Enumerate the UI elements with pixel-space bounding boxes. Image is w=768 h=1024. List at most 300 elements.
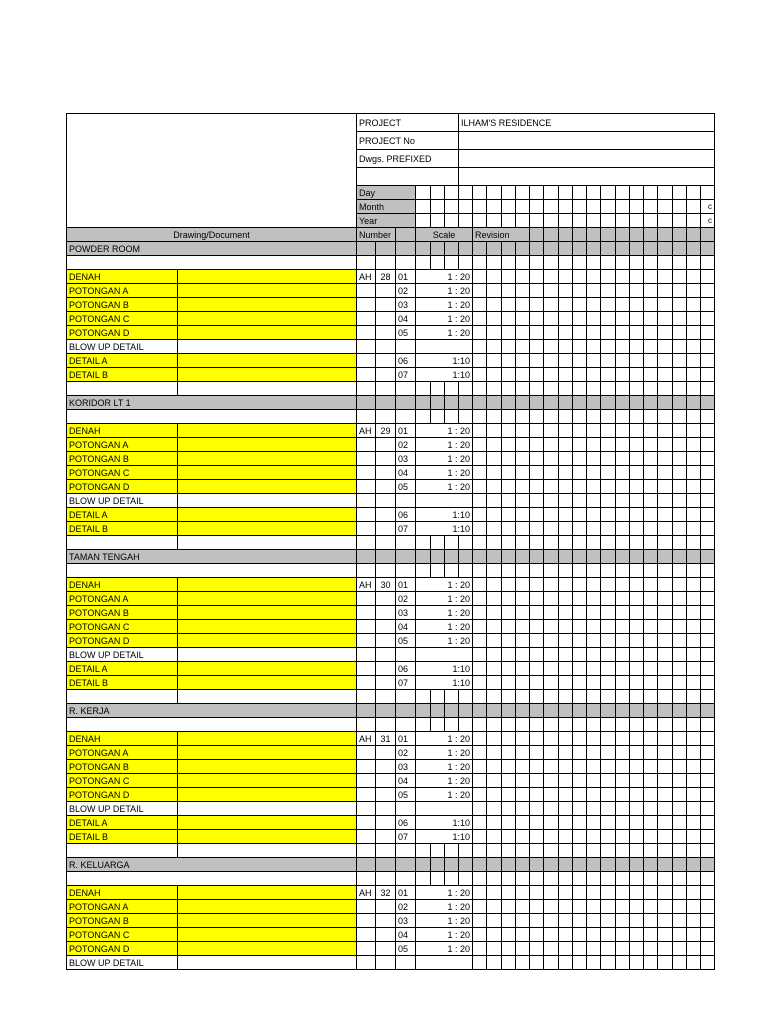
revision-cell (516, 634, 530, 648)
revision-cell (673, 480, 687, 494)
month-cell (616, 200, 630, 214)
revision-cell (530, 578, 544, 592)
revision-cell (516, 942, 530, 956)
revision-cell (544, 942, 559, 956)
section-header-cell (416, 242, 431, 256)
spacer-grid-cell (516, 564, 530, 578)
day-cell (445, 186, 459, 200)
revision-cell (616, 340, 630, 354)
revision-header-cell (530, 228, 544, 242)
end-grid-cell (601, 690, 616, 704)
revision-cell (687, 326, 701, 340)
spacer-cell (67, 718, 357, 732)
section-title: TAMAN TENGAH (67, 550, 357, 564)
revision-cell (658, 452, 673, 466)
end-grid-cell (530, 536, 544, 550)
revision-cell (559, 522, 573, 536)
end-grid-cell (416, 690, 431, 704)
revision-cell (616, 298, 630, 312)
revision-cell (573, 592, 587, 606)
revision-cell (616, 522, 630, 536)
section-header-cell (601, 550, 616, 564)
day-cell (687, 186, 701, 200)
spacer-grid-cell (376, 872, 396, 886)
col-number-spacer (396, 228, 416, 242)
end-grid-cell (516, 536, 530, 550)
revision-cell (644, 466, 658, 480)
revision-cell (587, 788, 601, 802)
revision-cell (601, 928, 616, 942)
year-cell (487, 214, 502, 228)
drawing-number (376, 676, 396, 690)
revision-cell (544, 620, 559, 634)
drawing-scale (416, 956, 473, 970)
drawing-number (376, 788, 396, 802)
revision-header-cell (559, 228, 573, 242)
revision-cell (573, 760, 587, 774)
revision-cell (630, 956, 644, 970)
section-header-cell (516, 858, 530, 872)
spacer-grid-cell (530, 872, 544, 886)
drawing-number (376, 900, 396, 914)
drawing-name-ext (178, 508, 357, 522)
revision-cell (616, 452, 630, 466)
drawing-scale (416, 648, 473, 662)
drawing-scale: 1 : 20 (416, 774, 473, 788)
section-header-cell (459, 242, 473, 256)
revision-cell (587, 942, 601, 956)
project-no-label: PROJECT No (357, 132, 459, 150)
section-header-cell (587, 550, 601, 564)
revision-cell (673, 732, 687, 746)
spacer-grid-cell (573, 718, 587, 732)
year-cell (516, 214, 530, 228)
revision-cell (487, 676, 502, 690)
header-blank-right (459, 168, 715, 186)
spacer-grid-cell (357, 718, 376, 732)
revision-cell (587, 914, 601, 928)
drawing-name: POTONGAN B (67, 452, 178, 466)
spacer-grid-cell (573, 872, 587, 886)
revision-cell (587, 312, 601, 326)
revision-cell (502, 788, 516, 802)
drawing-sub-number: 03 (396, 606, 416, 620)
spacer-grid-cell (601, 410, 616, 424)
revision-cell (473, 368, 487, 382)
revision-cell (544, 606, 559, 620)
revision-cell (559, 830, 573, 844)
drawing-name-ext (178, 648, 357, 662)
year-cell (616, 214, 630, 228)
revision-cell (687, 354, 701, 368)
revision-cell (630, 802, 644, 816)
drawing-scale (416, 494, 473, 508)
revision-cell (644, 270, 658, 284)
end-grid-cell (357, 382, 376, 396)
year-cell (431, 214, 445, 228)
revision-cell (644, 424, 658, 438)
revision-cell (502, 830, 516, 844)
section-header-cell (516, 704, 530, 718)
day-cell (616, 186, 630, 200)
revision-cell (516, 606, 530, 620)
logo-area (67, 114, 357, 228)
drawing-row (67, 956, 715, 970)
revision-cell (487, 746, 502, 760)
section-header-cell (445, 242, 459, 256)
end-grid-cell (559, 690, 573, 704)
spacer-grid-cell (616, 256, 630, 270)
drawing-name-ext (178, 340, 357, 354)
revision-cell (559, 648, 573, 662)
revision-cell (601, 424, 616, 438)
spacer-grid-cell (630, 256, 644, 270)
revision-cell (487, 452, 502, 466)
revision-cell (601, 676, 616, 690)
section-header-cell (487, 550, 502, 564)
end-grid-cell (687, 844, 701, 858)
revision-cell (644, 354, 658, 368)
revision-cell (573, 312, 587, 326)
revision-cell (687, 900, 701, 914)
section-header-cell (644, 242, 658, 256)
drawing-scale: 1:10 (416, 816, 473, 830)
drawing-name-ext (178, 480, 357, 494)
revision-cell (644, 802, 658, 816)
drawing-sub-number: 01 (396, 424, 416, 438)
revision-cell (502, 508, 516, 522)
spacer-grid-cell (544, 718, 559, 732)
revision-cell (473, 494, 487, 508)
revision-cell (601, 326, 616, 340)
section-header-cell (616, 396, 630, 410)
drawing-sub-number: 06 (396, 816, 416, 830)
revision-cell (616, 284, 630, 298)
revision-cell (658, 606, 673, 620)
spacer-cell (67, 410, 357, 424)
revision-cell (516, 830, 530, 844)
revision-cell (544, 928, 559, 942)
spacer-grid-cell (376, 410, 396, 424)
drawing-scale: 1 : 20 (416, 606, 473, 620)
drawing-scale: 1 : 20 (416, 284, 473, 298)
revision-cell (487, 928, 502, 942)
revision-cell (616, 774, 630, 788)
revision-cell (530, 312, 544, 326)
year-cell (658, 214, 673, 228)
drawing-prefix (357, 312, 376, 326)
revision-cell (502, 284, 516, 298)
section-header-cell (473, 242, 487, 256)
revision-cell (487, 326, 502, 340)
revision-cell (601, 368, 616, 382)
drawing-name: BLOW UP DETAIL (67, 956, 178, 970)
column-header-row (67, 228, 715, 242)
revision-cell (673, 522, 687, 536)
section-header-cell (573, 242, 587, 256)
revision-cell (601, 284, 616, 298)
end-grid-cell (502, 844, 516, 858)
revision-cell (630, 746, 644, 760)
drawing-name: POTONGAN B (67, 298, 178, 312)
revision-cell (658, 368, 673, 382)
section-header-cell (573, 704, 587, 718)
spacer-grid-cell (559, 872, 573, 886)
revision-cell (573, 480, 587, 494)
revision-cell (559, 270, 573, 284)
year-cell (502, 214, 516, 228)
revision-cell (559, 942, 573, 956)
revision-cell (673, 508, 687, 522)
end-grid-cell (630, 382, 644, 396)
revision-header-cell (587, 228, 601, 242)
revision-cell (630, 816, 644, 830)
end-grid-cell (431, 382, 445, 396)
revision-cell (473, 508, 487, 522)
revision-cell (487, 830, 502, 844)
drawing-number (376, 284, 396, 298)
revision-cell (530, 746, 544, 760)
drawing-prefix (357, 592, 376, 606)
end-grid-cell (587, 844, 601, 858)
drawing-prefix (357, 354, 376, 368)
end-grid-cell (459, 690, 473, 704)
revision-cell (502, 886, 516, 900)
revision-cell (616, 634, 630, 648)
spacer-grid-cell (502, 256, 516, 270)
drawing-row (67, 466, 715, 480)
revision-cell (559, 732, 573, 746)
revision-cell (630, 662, 644, 676)
revision-cell (644, 508, 658, 522)
revision-cell (544, 578, 559, 592)
end-grid-cell (473, 382, 487, 396)
revision-cell (673, 452, 687, 466)
drawing-sub-number: 06 (396, 662, 416, 676)
revision-cell (544, 466, 559, 480)
revision-cell (573, 606, 587, 620)
revision-cell (687, 648, 701, 662)
drawing-register-sheet (66, 113, 715, 970)
revision-cell (701, 340, 715, 354)
drawing-scale: 1:10 (416, 676, 473, 690)
revision-cell (673, 676, 687, 690)
drawing-name-ext (178, 816, 357, 830)
drawing-sub-number: 05 (396, 326, 416, 340)
revision-cell (559, 494, 573, 508)
revision-cell (473, 480, 487, 494)
revision-cell (630, 284, 644, 298)
revision-cell (544, 592, 559, 606)
drawing-prefix (357, 942, 376, 956)
revision-cell (687, 424, 701, 438)
day-cell (416, 186, 431, 200)
revision-cell (516, 284, 530, 298)
drawing-name-ext (178, 928, 357, 942)
month-cell (445, 200, 459, 214)
spacer-grid-cell (687, 410, 701, 424)
spacer-grid-cell (357, 564, 376, 578)
day-cell (516, 186, 530, 200)
revision-cell (658, 494, 673, 508)
section-header-cell (445, 704, 459, 718)
end-grid-cell (544, 382, 559, 396)
drawing-prefix (357, 340, 376, 354)
spacer-grid-cell (601, 564, 616, 578)
drawing-name-ext (178, 452, 357, 466)
revision-cell (473, 802, 487, 816)
drawing-row (67, 522, 715, 536)
end-grid-cell (530, 382, 544, 396)
drawing-number (376, 620, 396, 634)
revision-cell (616, 816, 630, 830)
month-cell (587, 200, 601, 214)
drawing-prefix (357, 326, 376, 340)
revision-cell (587, 956, 601, 970)
drawing-sub-number: 02 (396, 284, 416, 298)
revision-cell (701, 424, 715, 438)
drawing-scale: 1 : 20 (416, 788, 473, 802)
revision-cell (630, 732, 644, 746)
section-header-cell (416, 704, 431, 718)
revision-cell (516, 956, 530, 970)
drawing-prefix (357, 662, 376, 676)
section-spacer-row (67, 256, 715, 270)
revision-cell (573, 956, 587, 970)
revision-cell (544, 326, 559, 340)
spacer-cell (67, 564, 357, 578)
revision-cell (673, 592, 687, 606)
revision-cell (687, 578, 701, 592)
revision-cell (616, 368, 630, 382)
revision-cell (587, 508, 601, 522)
revision-cell (487, 886, 502, 900)
end-grid-cell (473, 536, 487, 550)
drawing-row (67, 284, 715, 298)
spacer-grid-cell (376, 564, 396, 578)
drawing-prefix: AH (357, 886, 376, 900)
spacer-grid-cell (431, 410, 445, 424)
revision-cell (630, 578, 644, 592)
revision-cell (644, 438, 658, 452)
drawing-name-ext (178, 662, 357, 676)
revision-cell (473, 270, 487, 284)
revision-cell (530, 438, 544, 452)
revision-cell (559, 634, 573, 648)
end-grid-cell (396, 382, 416, 396)
spacer-grid-cell (630, 564, 644, 578)
drawing-row (67, 368, 715, 382)
revision-cell (673, 354, 687, 368)
drawing-number (376, 606, 396, 620)
end-grid-cell (587, 382, 601, 396)
revision-cell (601, 830, 616, 844)
revision-cell (473, 676, 487, 690)
revision-cell (487, 466, 502, 480)
revision-cell (487, 760, 502, 774)
day-cell (473, 186, 487, 200)
section-header-cell (459, 550, 473, 564)
revision-cell (502, 270, 516, 284)
section-header-cell (516, 242, 530, 256)
revision-cell (473, 578, 487, 592)
revision-cell (516, 578, 530, 592)
revision-cell (630, 438, 644, 452)
revision-cell (630, 452, 644, 466)
revision-cell (473, 928, 487, 942)
year-label: Year (357, 214, 416, 228)
drawing-sub-number: 02 (396, 438, 416, 452)
revision-cell (658, 284, 673, 298)
revision-cell (473, 312, 487, 326)
revision-cell (530, 270, 544, 284)
section-header-cell (544, 704, 559, 718)
revision-cell (516, 774, 530, 788)
revision-cell (616, 508, 630, 522)
drawing-scale: 1:10 (416, 830, 473, 844)
spacer-grid-cell (616, 564, 630, 578)
spacer-grid-cell (701, 410, 715, 424)
revision-cell (587, 284, 601, 298)
end-grid-cell (416, 536, 431, 550)
revision-cell (516, 648, 530, 662)
day-cell (544, 186, 559, 200)
revision-cell (559, 592, 573, 606)
spacer-grid-cell (459, 564, 473, 578)
section-header-cell (459, 396, 473, 410)
revision-cell (630, 620, 644, 634)
revision-cell (502, 662, 516, 676)
drawing-sub-number: 07 (396, 676, 416, 690)
revision-cell (658, 522, 673, 536)
drawing-number (376, 354, 396, 368)
section-header-cell (687, 242, 701, 256)
revision-cell (616, 270, 630, 284)
end-grid-cell (673, 690, 687, 704)
revision-cell (673, 830, 687, 844)
spacer-grid-cell (559, 718, 573, 732)
spacer-grid-cell (573, 256, 587, 270)
drawing-scale: 1 : 20 (416, 620, 473, 634)
day-cell (559, 186, 573, 200)
revision-cell (502, 732, 516, 746)
revision-cell (516, 326, 530, 340)
revision-cell (587, 578, 601, 592)
revision-cell (701, 956, 715, 970)
drawing-number (376, 830, 396, 844)
revision-cell (473, 634, 487, 648)
revision-cell (630, 774, 644, 788)
day-cell (431, 186, 445, 200)
revision-cell (516, 732, 530, 746)
revision-cell (516, 676, 530, 690)
section-header-cell (396, 704, 416, 718)
revision-cell (530, 494, 544, 508)
drawing-sub-number: 05 (396, 788, 416, 802)
drawing-name-ext (178, 494, 357, 508)
revision-cell (644, 368, 658, 382)
revision-cell (473, 746, 487, 760)
revision-cell (487, 648, 502, 662)
spacer-grid-cell (445, 564, 459, 578)
drawing-row (67, 746, 715, 760)
spacer-grid-cell (616, 872, 630, 886)
revision-cell (544, 956, 559, 970)
end-grid-cell (644, 382, 658, 396)
revision-cell (673, 284, 687, 298)
revision-cell (701, 606, 715, 620)
revision-cell (616, 662, 630, 676)
